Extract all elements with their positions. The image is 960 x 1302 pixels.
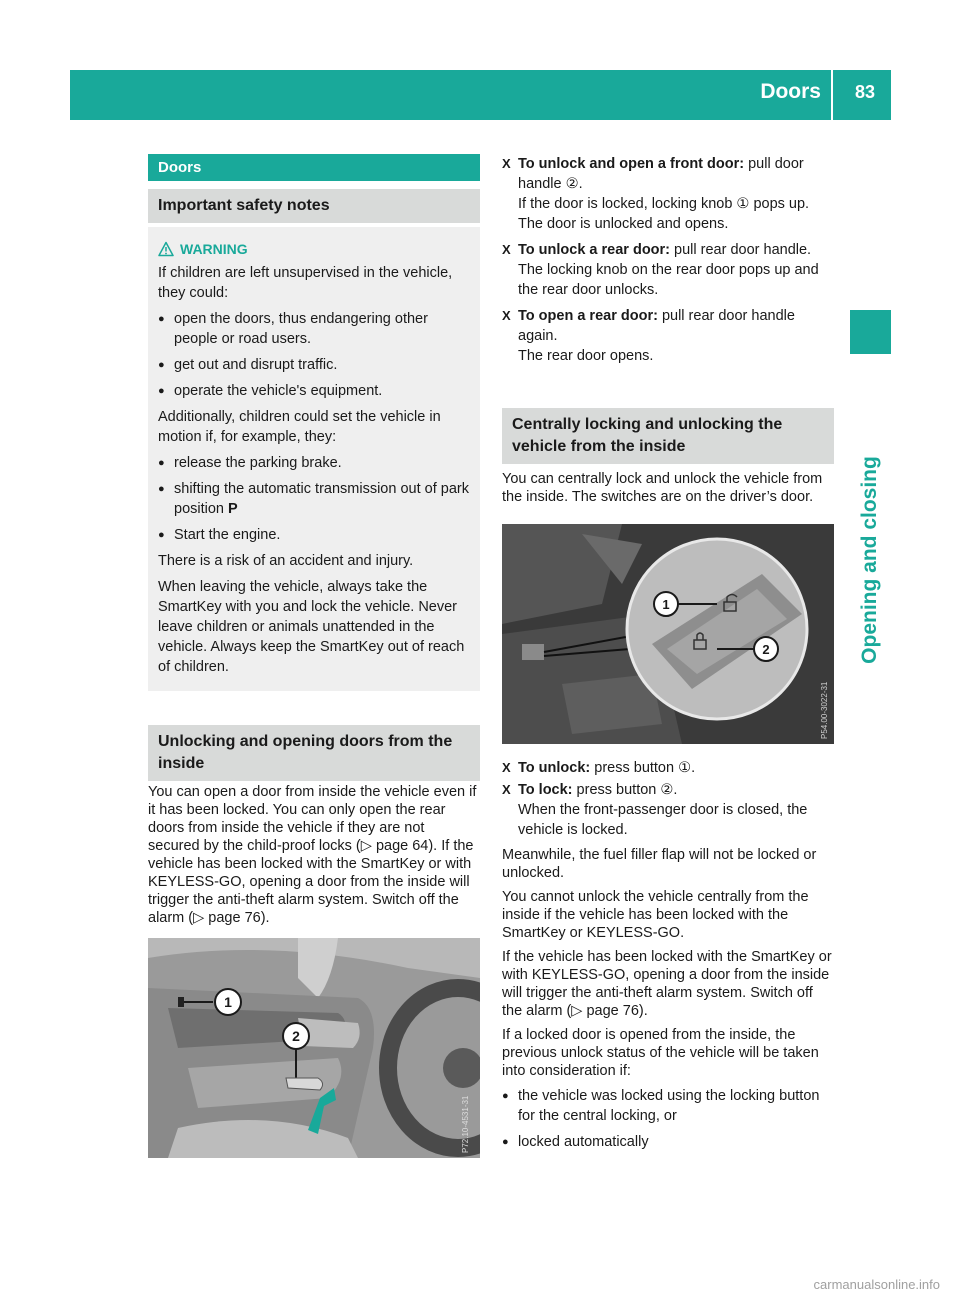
step-item: X To lock: press button ②. When the front-passenger door is closed, the vehicle is locked. (502, 782, 808, 838)
switch-illustration-svg (502, 524, 834, 744)
warning-mid: Additionally, children could set the vehicle in motion if, for example, they: (158, 409, 441, 445)
step-marker-icon: X (502, 782, 511, 797)
header-title: Doors (760, 80, 821, 103)
list-item: ● Start the engine. (158, 527, 281, 543)
warning-intro: If children are left unsupervised in the vehicle, they could: (158, 265, 453, 301)
warning-title: WARNING (180, 241, 248, 257)
list-item: ● release the parking brake. (158, 455, 342, 471)
list-item: ● open the doors, thus endangering other people or road users. (158, 311, 428, 347)
subsection-title: Important safety notes (148, 189, 480, 223)
page-number: 83 (854, 82, 875, 102)
central-locking-heading: Centrally locking and unlocking the vehicle from the inside (502, 408, 834, 464)
bullet-icon: ● (158, 529, 165, 541)
warning-heading (158, 239, 470, 259)
warning-advice: When leaving the vehicle, always take the SmartKey with you and lock the vehicle. Never leave children or animals unattended in the vehicle. Always keep the SmartKey out of reach of children. (158, 579, 465, 675)
callout-2-label: 2 (762, 642, 770, 657)
list-item: ● shifting the automatic transmission out of park position P (158, 481, 469, 517)
list-item: ● get out and disrupt traffic. (158, 357, 338, 373)
callout-2-label: 2 (292, 1028, 300, 1044)
park-letter: P (228, 501, 238, 517)
warning-box (148, 227, 480, 691)
paragraph: You cannot unlock the vehicle centrally from the inside if the vehicle has been locked with the SmartKey or KEYLESS-GO. (502, 889, 809, 941)
step-item: X To unlock a rear door: pull rear door handle. The locking knob on the rear door pops up and the rear door unlocks. (502, 242, 819, 298)
bullet-icon: ● (158, 313, 165, 325)
step-marker-icon: X (502, 242, 511, 257)
door-interior-illustration (148, 938, 480, 1158)
image-code: P54.00-3022-31 (820, 681, 829, 739)
central-locking-body: You can centrally lock and unlock the vehicle from the inside. The switches are on the driver’s door. (502, 471, 823, 505)
callout-1-label: 1 (224, 994, 232, 1010)
list-item: ● the vehicle was locked using the locking button for the central locking, or (502, 1088, 820, 1124)
door-switch-illustration (502, 524, 834, 744)
warning-risk: There is a risk of an accident and injury. (158, 553, 414, 569)
bullet-icon: ● (158, 457, 165, 469)
step-item: X To open a rear door: pull rear door handle again. The rear door opens. (502, 308, 795, 364)
step-item: X To unlock: press button ①. (502, 760, 696, 776)
list-item: ● locked automatically (502, 1134, 649, 1150)
section-title: Doors (148, 154, 480, 181)
left-column (148, 154, 480, 933)
image-code: P72.10-4531-31 (461, 1095, 470, 1153)
step-marker-icon: X (502, 760, 511, 775)
right-column (502, 154, 834, 512)
paragraph: Meanwhile, the fuel filler flap will not be locked or unlocked. (502, 847, 817, 881)
step-item: X To unlock and open a front door: pull door handle ②. If the door is locked, locking knob ① pops up. The door is unlocked and opens. (502, 156, 810, 232)
side-tab-marker (850, 310, 891, 354)
step-marker-icon: X (502, 156, 511, 171)
bullet-icon: ● (158, 385, 165, 397)
side-tab-label: Opening and closing (858, 456, 881, 664)
unlock-body: You can open a door from inside the vehicle even if it has been locked. You can only open the rear doors from inside the vehicle if they are not secured by the child-proof locks (▷ page 64). If the vehicle has been locked with the SmartKey or with KEYLESS-GO, opening a door from the inside will trigger the anti-theft alarm system. Switch off the alarm (▷ page 76). (148, 784, 477, 926)
warning-triangle-icon (158, 241, 174, 257)
right-column-lower (502, 758, 834, 1158)
callout-1-label: 1 (662, 597, 670, 612)
list-item: ● operate the vehicle's equipment. (158, 383, 383, 399)
paragraph: If a locked door is opened from the inside, the previous unlock status of the vehicle will be taken into consideration if: (502, 1027, 819, 1079)
bullet-icon: ● (502, 1090, 509, 1102)
paragraph: If the vehicle has been locked with the SmartKey or with KEYLESS-GO, opening a door from the inside will trigger the anti-theft alarm system. Switch off the alarm (▷ page 76). (502, 949, 832, 1019)
bullet-icon: ● (502, 1136, 509, 1148)
unlock-heading: Unlocking and opening doors from the inside (148, 725, 480, 781)
bullet-icon: ● (158, 483, 165, 495)
footer-watermark[interactable]: carmanualsonline.info (813, 1277, 940, 1292)
header-bar (70, 70, 891, 120)
door-illustration-svg (148, 938, 480, 1158)
bullet-icon: ● (158, 359, 165, 371)
header-separator (831, 70, 833, 120)
step-marker-icon: X (502, 308, 511, 323)
